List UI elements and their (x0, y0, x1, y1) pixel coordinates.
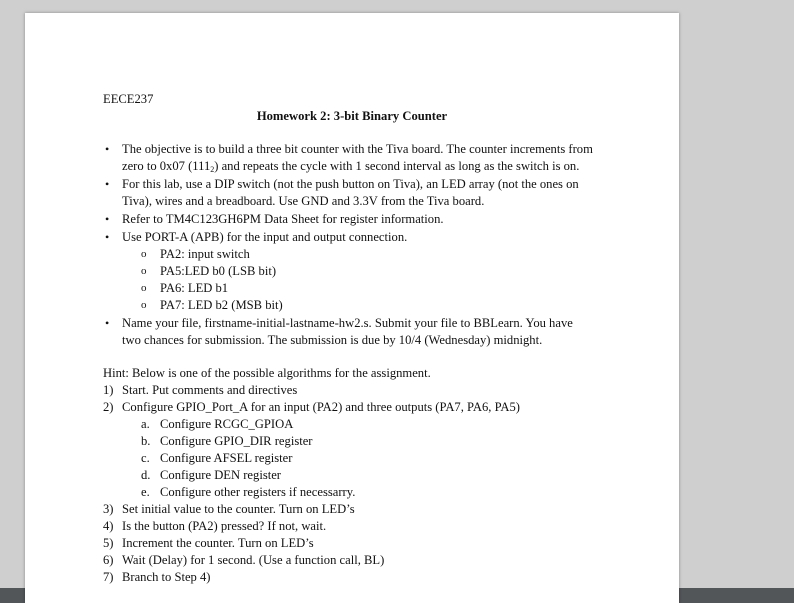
port-line: Use PORT-A (APB) for the input and output connection. (122, 230, 408, 244)
substep-letter: c. (141, 451, 150, 465)
step-text: Wait (Delay) for 1 second. (Use a function call, BL) (122, 553, 385, 567)
step-number: 1) (103, 383, 114, 397)
materials-line-1: For this lab, use a DIP switch (not the push button on Tiva), an LED array (not the ones on (122, 177, 579, 191)
step-text: Increment the counter. Turn on LED’s (122, 536, 314, 550)
sub-bullet-glyph: o (141, 265, 147, 277)
sub-bullet-glyph: o (141, 248, 147, 260)
step-number: 3) (103, 502, 114, 516)
step-text: Start. Put comments and directives (122, 383, 298, 397)
bullet-glyph: • (105, 177, 110, 191)
step-text: Set initial value to the counter. Turn on LED’s (122, 502, 355, 516)
step-text: Configure GPIO_Port_A for an input (PA2) and three outputs (PA7, PA6, PA5) (122, 400, 520, 414)
step-number: 6) (103, 553, 114, 567)
bullet-glyph: • (105, 212, 110, 226)
bullet-glyph: • (105, 142, 110, 156)
bullet-glyph: • (105, 230, 110, 244)
port-item: PA7: LED b2 (MSB bit) (160, 298, 283, 312)
submission-line-2: two chances for submission. The submission is due by 10/4 (Wednesday) midnight. (122, 333, 543, 347)
sub-bullet-glyph: o (141, 282, 147, 294)
substep-text: Configure other registers if necessarry. (160, 485, 356, 499)
port-item: PA6: LED b1 (160, 281, 229, 295)
substep-text: Configure DEN register (160, 468, 282, 482)
step-number: 7) (103, 570, 114, 584)
port-item: PA5:LED b0 (LSB bit) (160, 264, 277, 278)
step-number: 2) (103, 400, 114, 414)
objective-line-2: zero to 0x07 $(111_2)$ and repeats the cycle with 1 second interval as long as the switch is on. (122, 159, 580, 174)
document-page (25, 13, 679, 603)
step-number: 4) (103, 519, 114, 533)
submission-line-1: Name your file, firstname-initial-lastname-hw2.s. Submit your file to BBLearn. You have (122, 316, 573, 330)
substep-letter: d. (141, 468, 151, 482)
objective-line-1: The objective is to build a three bit counter with the Tiva board. The counter increments from (122, 142, 593, 156)
bullet-glyph: • (105, 316, 110, 330)
substep-text: Configure AFSEL register (160, 451, 293, 465)
substep-text: Configure GPIO_DIR register (160, 434, 313, 448)
substep-letter: e. (141, 485, 150, 499)
step-text: Branch to Step 4) (122, 570, 211, 584)
hint-text: Hint: Below is one of the possible algorithms for the assignment. (103, 366, 431, 380)
datasheet-line: Refer to TM4C123GH6PM Data Sheet for register information. (122, 212, 444, 226)
substep-letter: b. (141, 434, 151, 448)
port-item: PA2: input switch (160, 247, 250, 261)
step-number: 5) (103, 536, 114, 550)
substep-text: Configure RCGC_GPIOA (160, 417, 294, 431)
substep-letter: a. (141, 417, 150, 431)
sub-bullet-glyph: o (141, 299, 147, 311)
course-code: EECE237 (103, 92, 154, 106)
materials-line-2: Tiva), wires and a breadboard. Use GND and 3.3V from the Tiva board. (122, 194, 485, 208)
step-text: Is the button (PA2) pressed? If not, wait. (122, 519, 327, 533)
page-title: Homework 2: 3-bit Binary Counter (256, 109, 448, 123)
